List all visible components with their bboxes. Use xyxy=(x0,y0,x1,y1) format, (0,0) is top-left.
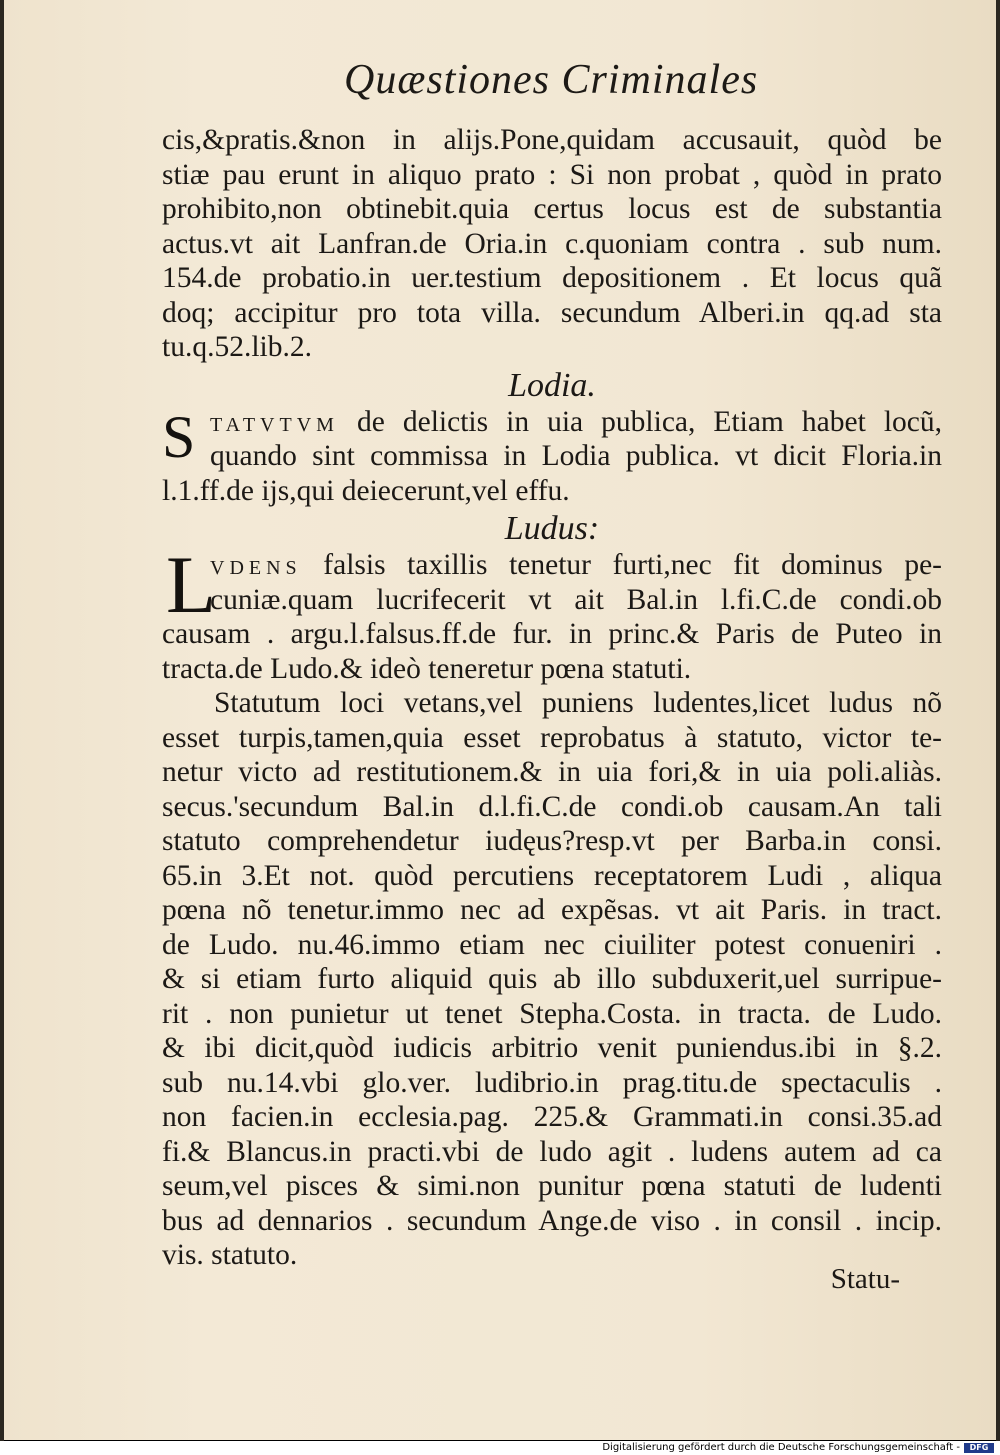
text-line: & ibi dicit,quòd iudicis arbitrio venit puniendus.ibi in §.2. xyxy=(162,1032,942,1064)
page-edge-right xyxy=(996,0,1000,1441)
dfg-logo: DFG xyxy=(964,1443,994,1453)
text-line-rest: de delictis in uia publica, Etiam habet locũ, xyxy=(357,405,942,438)
text-line: pœna nõ tenetur.immo nec ad expẽsas. vt ait Paris. in tract. xyxy=(162,894,942,926)
text-line: prohibito,non obtinebit.quia certus locus est de substantia xyxy=(162,193,942,225)
running-head: Quæstiones Criminales xyxy=(344,57,759,103)
book-page xyxy=(4,0,996,1440)
paragraph-ludus xyxy=(162,539,942,686)
text-line: quando sint commissa in Lodia publica. vt dicit Floria.in xyxy=(210,440,942,472)
text-line: non facien.in ecclesia.pag. 225.& Grammati.in consi.35.ad xyxy=(162,1101,942,1133)
paragraph-lodia xyxy=(162,405,942,509)
small-caps-word: VDENS xyxy=(210,557,302,579)
small-caps-word: TATVTVM xyxy=(210,413,339,436)
section-heading-ludus: Ludus: xyxy=(504,510,600,547)
section-heading-lodia: Lodia. xyxy=(508,366,596,404)
text-line: cis,&pratis.&non in alijs.Pone,quidam accusauit, quòd be xyxy=(162,124,942,156)
text-line: rit . non punietur ut tenet Stepha.Costa. in tracta. de Ludo. xyxy=(162,997,942,1030)
text-line xyxy=(162,548,942,583)
paragraph-continuation xyxy=(162,123,942,365)
drop-cap: L xyxy=(166,539,217,630)
drop-cap: S xyxy=(162,403,196,470)
paragraph-statutum xyxy=(162,686,942,1273)
text-line xyxy=(162,405,942,440)
text-line: bus ad dennarios . secundum Ange.de viso . in consil . incip. xyxy=(162,1204,942,1237)
footer-credit: Digitalisierung gefördert durch die Deutsche Forschungsgemeinschaft - xyxy=(602,1442,960,1453)
text-line: sub nu.14.vbi glo.ver. ludibrio.in prag.titu.de spectaculis . xyxy=(162,1066,942,1099)
text-line: cuniæ.quam lucrifecerit vt ait Bal.in l.fi.C.de condi.ob xyxy=(210,583,942,616)
text-line: seum,vel pisces & simi.non punitur pœna statuti de ludenti xyxy=(162,1170,942,1202)
text-line: actus.vt ait Lanfran.de Oria.in c.quoniam contra . sub num. xyxy=(162,227,942,260)
footer-bar xyxy=(0,1441,1000,1455)
text-line: stiæ pau erunt in aliquo prato : Si non probat , quòd in prato xyxy=(162,158,942,191)
catchword: Statu- xyxy=(830,1263,900,1295)
text-line: 154.de probatio.in uer.testium depositionem . Et locus quã xyxy=(162,262,942,294)
text-line-rest: falsis taxillis tenetur furti,nec fit dominus pe- xyxy=(323,549,942,581)
text-line: tu.q.52.lib.2. xyxy=(162,331,312,363)
text-line: tracta.de Ludo.& ideò teneretur pœna statuti. xyxy=(162,652,692,685)
text-line: statuto comprehendetur iudęus?resp.vt per Barba.in consi. xyxy=(162,825,942,857)
text-line: vis. statuto. xyxy=(162,1239,298,1271)
text-line: 65.in 3.Et not. quòd percutiens receptatorem Ludi , aliqua xyxy=(162,859,942,892)
text-line: fi.& Blancus.in practi.vbi de ludo agit . ludens autem ad ca xyxy=(162,1135,942,1168)
text-line: causam . argu.l.falsus.ff.de fur. in princ.& Paris de Puteo in xyxy=(162,618,942,650)
text-line: esset turpis,tamen,quia esset reprobatus à statuto, victor te- xyxy=(162,721,942,754)
text-line: l.1.ff.de ijs,qui deiecerunt,vel effu. xyxy=(162,474,570,507)
text-line: doq; accipitur pro tota villa. secundum Alberi.in qq.ad sta xyxy=(162,296,942,329)
text-block xyxy=(162,123,942,1273)
text-line: secus.'secundum Bal.in d.l.fi.C.de condi.ob causam.An tali xyxy=(162,790,942,823)
text-line: Statutum loci vetans,vel puniens ludentes,licet ludus nõ xyxy=(214,687,942,719)
text-line: & si etiam furto aliquid quis ab illo subduxerit,uel surripue- xyxy=(162,963,942,995)
text-line: de Ludo. nu.46.immo etiam nec ciuiliter potest conueniri . xyxy=(162,928,942,961)
text-line: netur victo ad restitutionem.& in uia fori,& in uia poli.aliàs. xyxy=(162,756,942,788)
